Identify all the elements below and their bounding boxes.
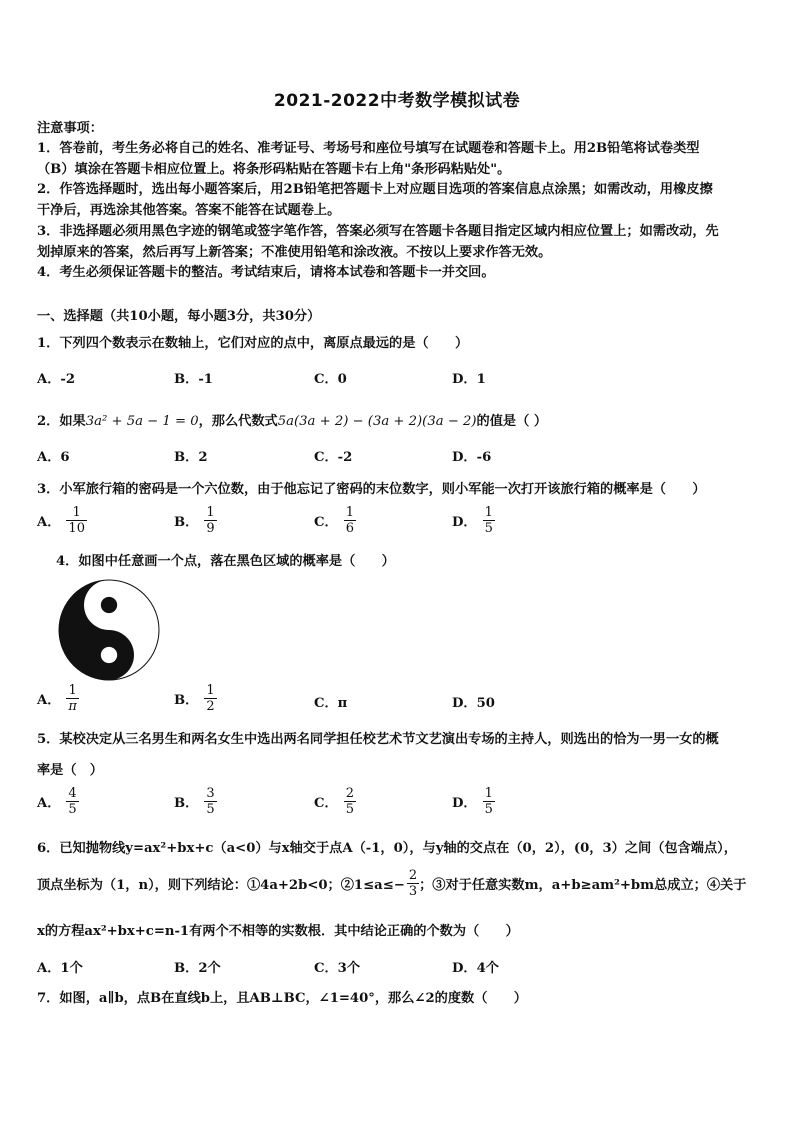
question-3-option-d: D． $\frac{1}{5}$ <box>452 505 493 536</box>
question-4-stem: 4．如图中任意画一个点，落在黑色区域的概率是（ ） <box>56 554 395 569</box>
question-2-equation: 3a² + 5a − 1 = 0 <box>85 414 199 429</box>
question-6-option-d: D．4个 <box>452 961 499 976</box>
fraction: $\frac{1}{5}$ <box>484 786 493 817</box>
question-5-option-b: B． $\frac{3}{5}$ <box>174 786 215 817</box>
fraction: $\frac{1}{\pi}$ <box>68 683 77 714</box>
instruction-line: 干净后，再选涂其他答案。答案不能答在试题卷上。 <box>37 203 341 218</box>
question-3-option-a: A． $\frac{1}{10}$ <box>37 505 85 536</box>
page-title: 2021-2022中考数学模拟试卷 <box>273 91 521 111</box>
fraction: $\frac{2}{3}$ <box>408 868 418 899</box>
question-4-option-d: D．50 <box>452 696 495 711</box>
question-3-stem: 3．小军旅行箱的密码是一个六位数，由于他忘记了密码的末位数字，则小军能一次打开该旅行箱的概率是（ ） <box>37 482 706 497</box>
question-2-option-d: D．-6 <box>452 450 492 465</box>
question-1-option-b: B．-1 <box>174 372 213 387</box>
instruction-line: 2．作答选择题时，选出每小题答案后，用2B铅笔把答题卡上对应题目选项的答案信息点涂黑；如需改动，用橡皮擦 <box>37 182 713 197</box>
question-3-option-c: C． $\frac{1}{6}$ <box>314 505 354 536</box>
question-2-post: 的值是（ ） <box>476 414 548 429</box>
question-4-option-b: B． $\frac{1}{2}$ <box>174 683 215 714</box>
section-heading: 一、选择题（共10小题，每小题3分，共30分） <box>37 309 321 324</box>
question-5-stem-line-1: 5．某校决定从三名男生和两名女生中选出两名同学担任校艺术节文艺演出专场的主持人，则选出的恰为一男一女的概 <box>37 732 719 747</box>
instruction-line: 划掉原来的答案，然后再写上新答案；不准使用铅笔和涂改液。不按以上要求作答无效。 <box>37 245 552 260</box>
question-6-option-c: C．3个 <box>314 961 361 976</box>
instructions-heading: 注意事项： <box>37 121 103 136</box>
question-2-option-a: A．6 <box>37 450 70 465</box>
question-6-stem-line-2: 顶点坐标为（1，n），则下列结论：①4a+2b<0；②1≤a≤− $\frac{2}{3}$ ；③对于任意实数m，a+b≥am²+bm总成立；④关于 <box>37 868 747 899</box>
question-2-mid: ，那么代数式 <box>198 414 278 429</box>
fraction: $\frac{1}{9}$ <box>206 505 215 536</box>
question-6-option-b: B．2个 <box>174 961 221 976</box>
question-5-option-d: D． $\frac{1}{5}$ <box>452 786 493 817</box>
question-5-option-a: A． $\frac{4}{5}$ <box>37 786 77 817</box>
question-5-stem-line-2: 率是（ ） <box>37 763 103 778</box>
question-4-option-c: C．π <box>314 696 348 711</box>
question-2-stem <box>37 410 547 429</box>
question-2-option-c: C．-2 <box>314 450 353 465</box>
fraction: $\frac{1}{2}$ <box>206 683 215 714</box>
question-1-option-d: D．1 <box>452 372 486 387</box>
question-1-option-c: C．0 <box>314 372 347 387</box>
question-6-stem-line-1: 6．已知抛物线y=ax²+bx+c（a<0）与x轴交于点A（-1，0），与y轴的交点在（0，2），(0，3）之间（包含端点）， <box>37 841 737 856</box>
fraction: $\frac{1}{5}$ <box>484 505 493 536</box>
question-2-pre: 2．如果 <box>37 414 86 429</box>
question-6-option-a: A．1个 <box>37 961 83 976</box>
instruction-line: （B）填涂在答题卡相应位置上。将条形码粘贴在答题卡右上角"条形码粘贴处"。 <box>37 162 511 177</box>
instruction-line: 1．答卷前，考生务必将自己的姓名、准考证号、考场号和座位号填写在试题卷和答题卡上。用2B铅笔将试卷类型 <box>37 141 700 156</box>
question-5-option-c: C． $\frac{2}{5}$ <box>314 786 354 817</box>
instruction-line: 4．考生必须保证答题卡的整洁。考试结束后，请将本试卷和答题卡一并交回。 <box>37 265 495 280</box>
fraction: $\frac{3}{5}$ <box>206 786 215 817</box>
fraction: $\frac{4}{5}$ <box>68 786 77 817</box>
question-1-stem: 1．下列四个数表示在数轴上，它们对应的点中，离原点最远的是（ ） <box>37 336 469 351</box>
question-6-stem-line-3: x的方程ax²+bx+c=n-1有两个不相等的实数根．其中结论正确的个数为（ ） <box>37 924 519 939</box>
question-2-option-b: B．2 <box>174 450 208 465</box>
yin-yang-figure <box>58 579 160 681</box>
question-2-expression: 5a(3a + 2) − (3a + 2)(3a − 2) <box>277 414 477 429</box>
fraction: $\frac{1}{6}$ <box>345 505 354 536</box>
question-4-option-a: A． $\frac{1}{\pi}$ <box>37 683 77 714</box>
question-1-option-a: A．-2 <box>37 372 76 387</box>
fraction: $\frac{1}{10}$ <box>68 505 85 536</box>
instruction-line: 3．非选择题必须用黑色字迹的钢笔或签字笔作答，答案必须写在答题卡各题目指定区域内相应位置上；如需改动，先 <box>37 224 719 239</box>
question-7-stem: 7．如图，a∥b，点B在直线b上，且AB⊥BC，∠1=40°，那么∠2的度数（ ） <box>37 991 527 1006</box>
question-3-option-b: B． $\frac{1}{9}$ <box>174 505 215 536</box>
fraction: $\frac{2}{5}$ <box>345 786 354 817</box>
